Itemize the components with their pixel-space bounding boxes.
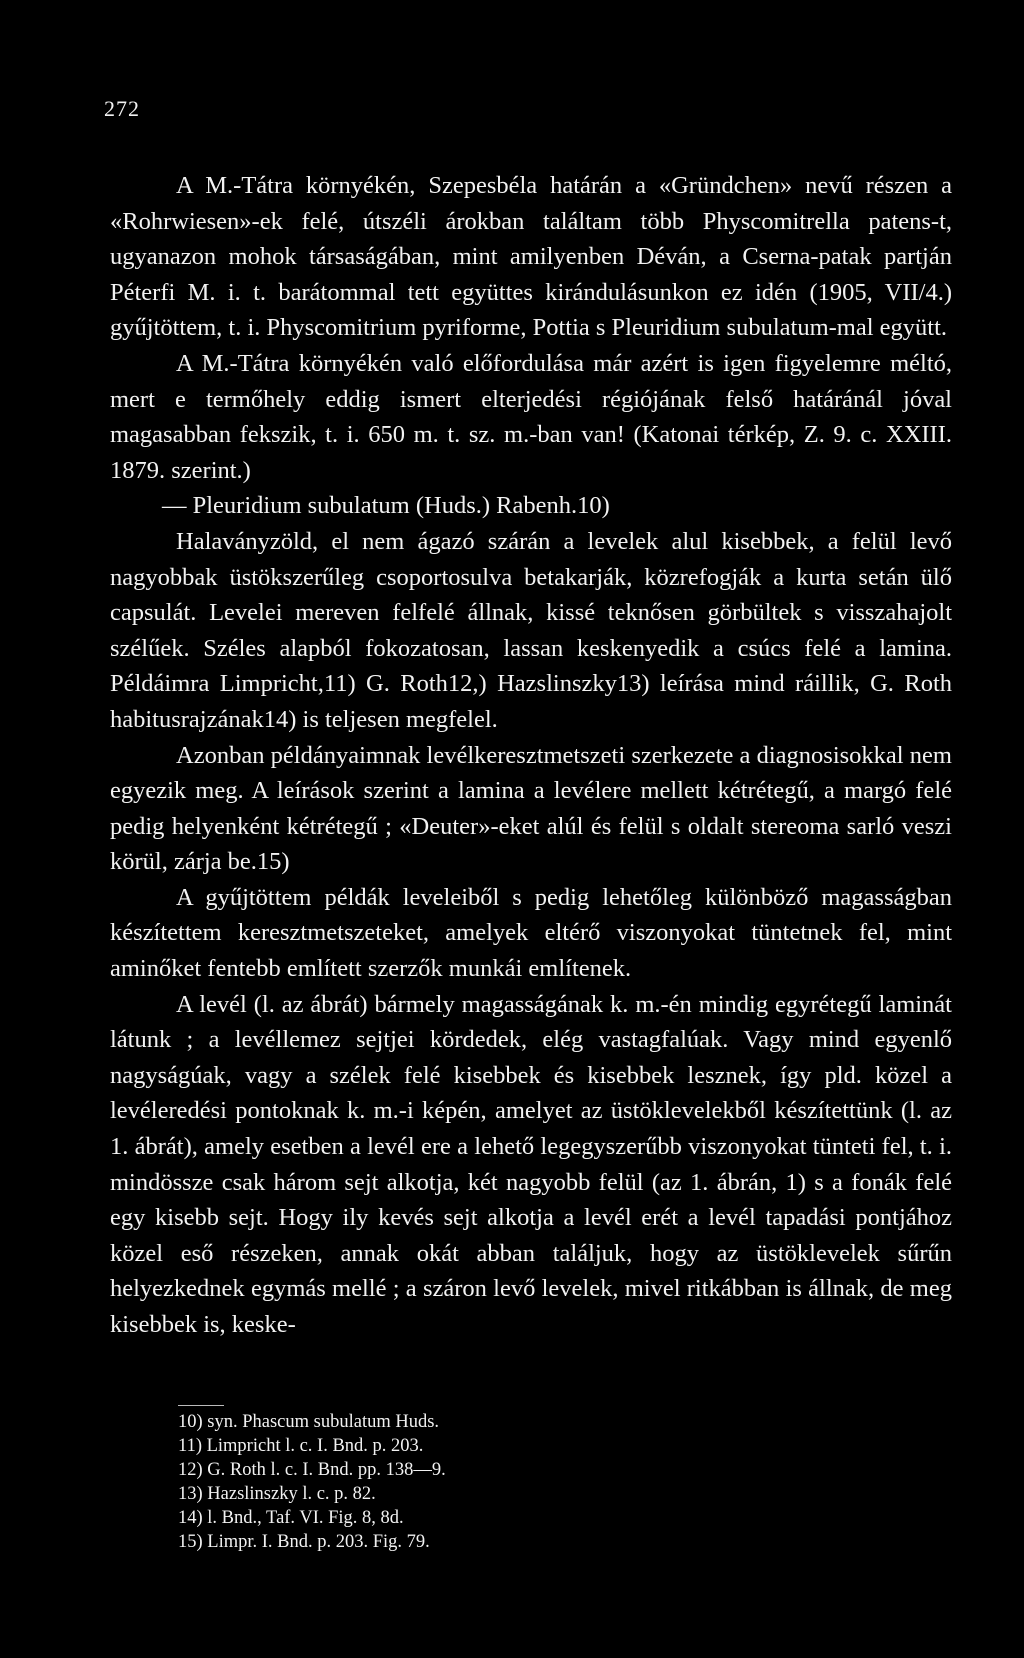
species-heading: — Pleuridium subulatum (Huds.) Rabenh.10) (162, 492, 610, 520)
paragraph: A gyűjtöttem példák leveleiből s pedig lehetőleg különböző magasságban készítettem keresztmetszeteket, amelyek eltérő viszonyokat tüntetnek fel, mint aminőket fentebb említett szerzők munkái említenek. (110, 883, 952, 983)
paragraph: A levél (l. az ábrát) bármely magasságának k. m.-én mindig egyrétegű laminát látunk ; a levéllemez sejtjei kördedek, elég vastagfalúak. Vagy mind egyenlő nagyságúak, vagy a szélek felé kisebbek és kisebbek lesznek, így pld. közel a levéleredési pontoknak k. m.-i képén, amelyet az üstöklevelekből készítettünk (l. az 1. ábrát), amely esetben a levél ere a lehető legegyszerűbb viszonyokat tünteti fel, t. i. mindössze csak három sejt alkotja, két nagyobb felül (az 1. ábrán, 1) s a fonák felé egy kisebb sejt. Hogy ily kevés sejt alkotja a levél erét a levél tapadási pontjához közel eső részeken, annak okát abban találjuk, hogy az üstöklevelek sűrűn helyezkednek egymás mellé ; a száron levő levelek, mivel ritkábban is állnak, de meg kisebbek is, keske- (110, 990, 952, 1338)
footnote: 11) Limpricht l. c. I. Bnd. p. 203. (178, 1436, 424, 1456)
paragraph: Azonban példányaimnak levélkeresztmetszeti szerkezete a diagnosisokkal nem egyezik meg. A leírások szerint a lamina a levélere mellett kétrétegű, a margó felé pedig helyenként kétrétegű ; «Deuter»-eket alúl és felül s oldalt stereoma sarló veszi körül, zárja be.15) (110, 741, 952, 876)
footnote: 12) G. Roth l. c. I. Bnd. pp. 138—9. (178, 1460, 446, 1480)
footnote: 13) Hazslinszky l. c. p. 82. (178, 1484, 376, 1504)
paragraph: Halaványzöld, el nem ágazó szárán a levelek alul kisebbek, a felül levő nagyobbak üstökszerűleg csoportosulva betakarják, közrefogják a kurta setán ülő capsulát. Levelei mereven felfelé állnak, kissé teknősen görbültek s visszahajolt szélűek. Széles alapból fokozatosan, lassan keskenyedik a csúcs felé a lamina. Példáimra Limpricht,11) G. Roth12,) Hazslinszky13) leírása mind ráillik, G. Roth habitusrajzának14) is teljesen megfelel. (110, 527, 952, 733)
body-text (110, 168, 952, 1343)
footnote: 15) Limpr. I. Bnd. p. 203. Fig. 79. (178, 1532, 430, 1552)
footnotes (178, 1410, 446, 1554)
footnote-divider (178, 1405, 224, 1406)
page-number: 272 (104, 96, 140, 121)
paragraph: A M.-Tátra környékén való előfordulása már azért is igen figyelemre méltó, mert e termőhely eddig ismert elterjedési régiójának felső határánál jóval magasabban fekszik, t. i. 650 m. t. sz. m.-ban van! (Katonai térkép, Z. 9. c. XXIII. 1879. szerint.) (110, 349, 952, 484)
paragraph: A M.-Tátra környékén, Szepesbéla határán a «Gründchen» nevű részen a «Rohrwiesen»-ek felé, útszéli árokban találtam több Physcomitrella patens-t, ugyanazon mohok társaságában, mint amilyenben Déván, a Cserna-patak partján Péterfi M. i. t. barátommal tett együttes kirándulásunkon ez idén (1905, VII/4.) gyűjtöttem, t. i. Physcomitrium pyriforme, Pottia s Pleuridium subulatum-mal együtt. (110, 172, 952, 342)
footnote: 14) l. Bnd., Taf. VI. Fig. 8, 8d. (178, 1508, 404, 1528)
footnote: 10) syn. Phascum subulatum Huds. (178, 1412, 440, 1432)
